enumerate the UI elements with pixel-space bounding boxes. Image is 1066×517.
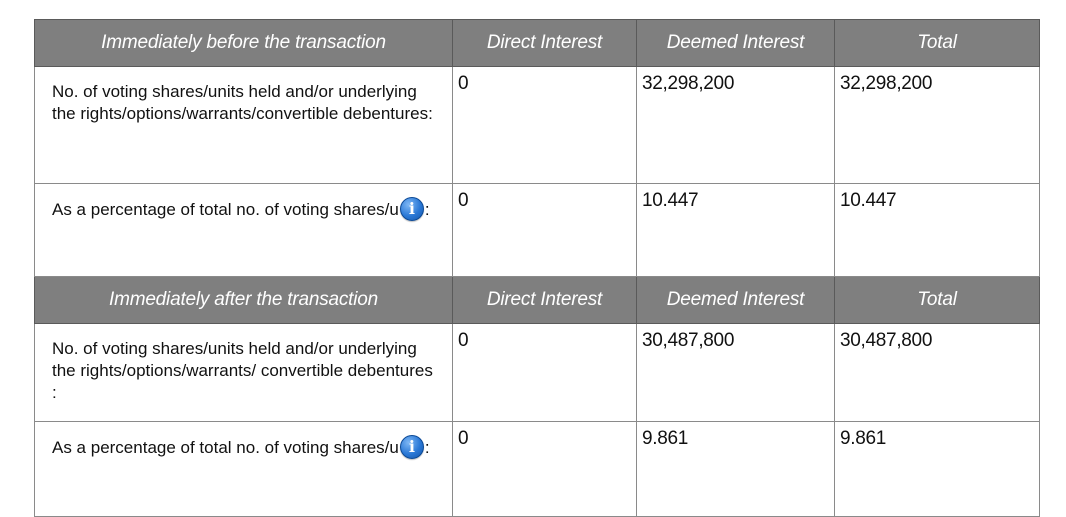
row-label-shares-after: No. of voting shares/units held and/or underlying the rights/options/warrants/ convertible debentures : (35, 324, 453, 422)
header-before-transaction: Immediately before the transaction (35, 20, 453, 67)
row-label-percentage-after (35, 422, 453, 517)
header-deemed-interest: Deemed Interest (637, 20, 835, 67)
direct-interest-value: 0 (453, 324, 637, 422)
shareholding-table-container (34, 19, 1039, 517)
label-suffix: : (424, 438, 430, 457)
row-label-percentage-before (35, 184, 453, 277)
header-direct-interest: Direct Interest (453, 20, 637, 67)
header-row-before (35, 20, 1040, 67)
total-value: 9.861 (835, 422, 1040, 517)
header-direct-interest: Direct Interest (453, 277, 637, 324)
direct-interest-value: 0 (453, 67, 637, 184)
label-suffix: : (424, 200, 430, 219)
table-row (35, 67, 1040, 184)
header-total: Total (835, 277, 1040, 324)
deemed-interest-value: 32,298,200 (637, 67, 835, 184)
total-value: 30,487,800 (835, 324, 1040, 422)
deemed-interest-value: 30,487,800 (637, 324, 835, 422)
total-value: 32,298,200 (835, 67, 1040, 184)
header-after-transaction: Immediately after the transaction (35, 277, 453, 324)
label-text: As a percentage of total no. of voting shares/ (52, 200, 390, 219)
total-value: 10.447 (835, 184, 1040, 277)
shareholding-table (34, 19, 1040, 517)
header-row-after (35, 277, 1040, 324)
header-deemed-interest: Deemed Interest (637, 277, 835, 324)
direct-interest-value: 0 (453, 184, 637, 277)
info-icon[interactable]: i (400, 197, 424, 221)
table-row (35, 422, 1040, 517)
label-text: As a percentage of total no. of voting shares/ (52, 438, 390, 457)
table-row (35, 324, 1040, 422)
label-truncated-text: u (389, 438, 399, 457)
header-total: Total (835, 20, 1040, 67)
label-truncated-text: u (389, 200, 399, 219)
table-row (35, 184, 1040, 277)
info-icon[interactable]: i (400, 435, 424, 459)
row-label-shares-before: No. of voting shares/units held and/or underlying the rights/options/warrants/convertible debentures: (35, 67, 453, 184)
deemed-interest-value: 9.861 (637, 422, 835, 517)
deemed-interest-value: 10.447 (637, 184, 835, 277)
direct-interest-value: 0 (453, 422, 637, 517)
